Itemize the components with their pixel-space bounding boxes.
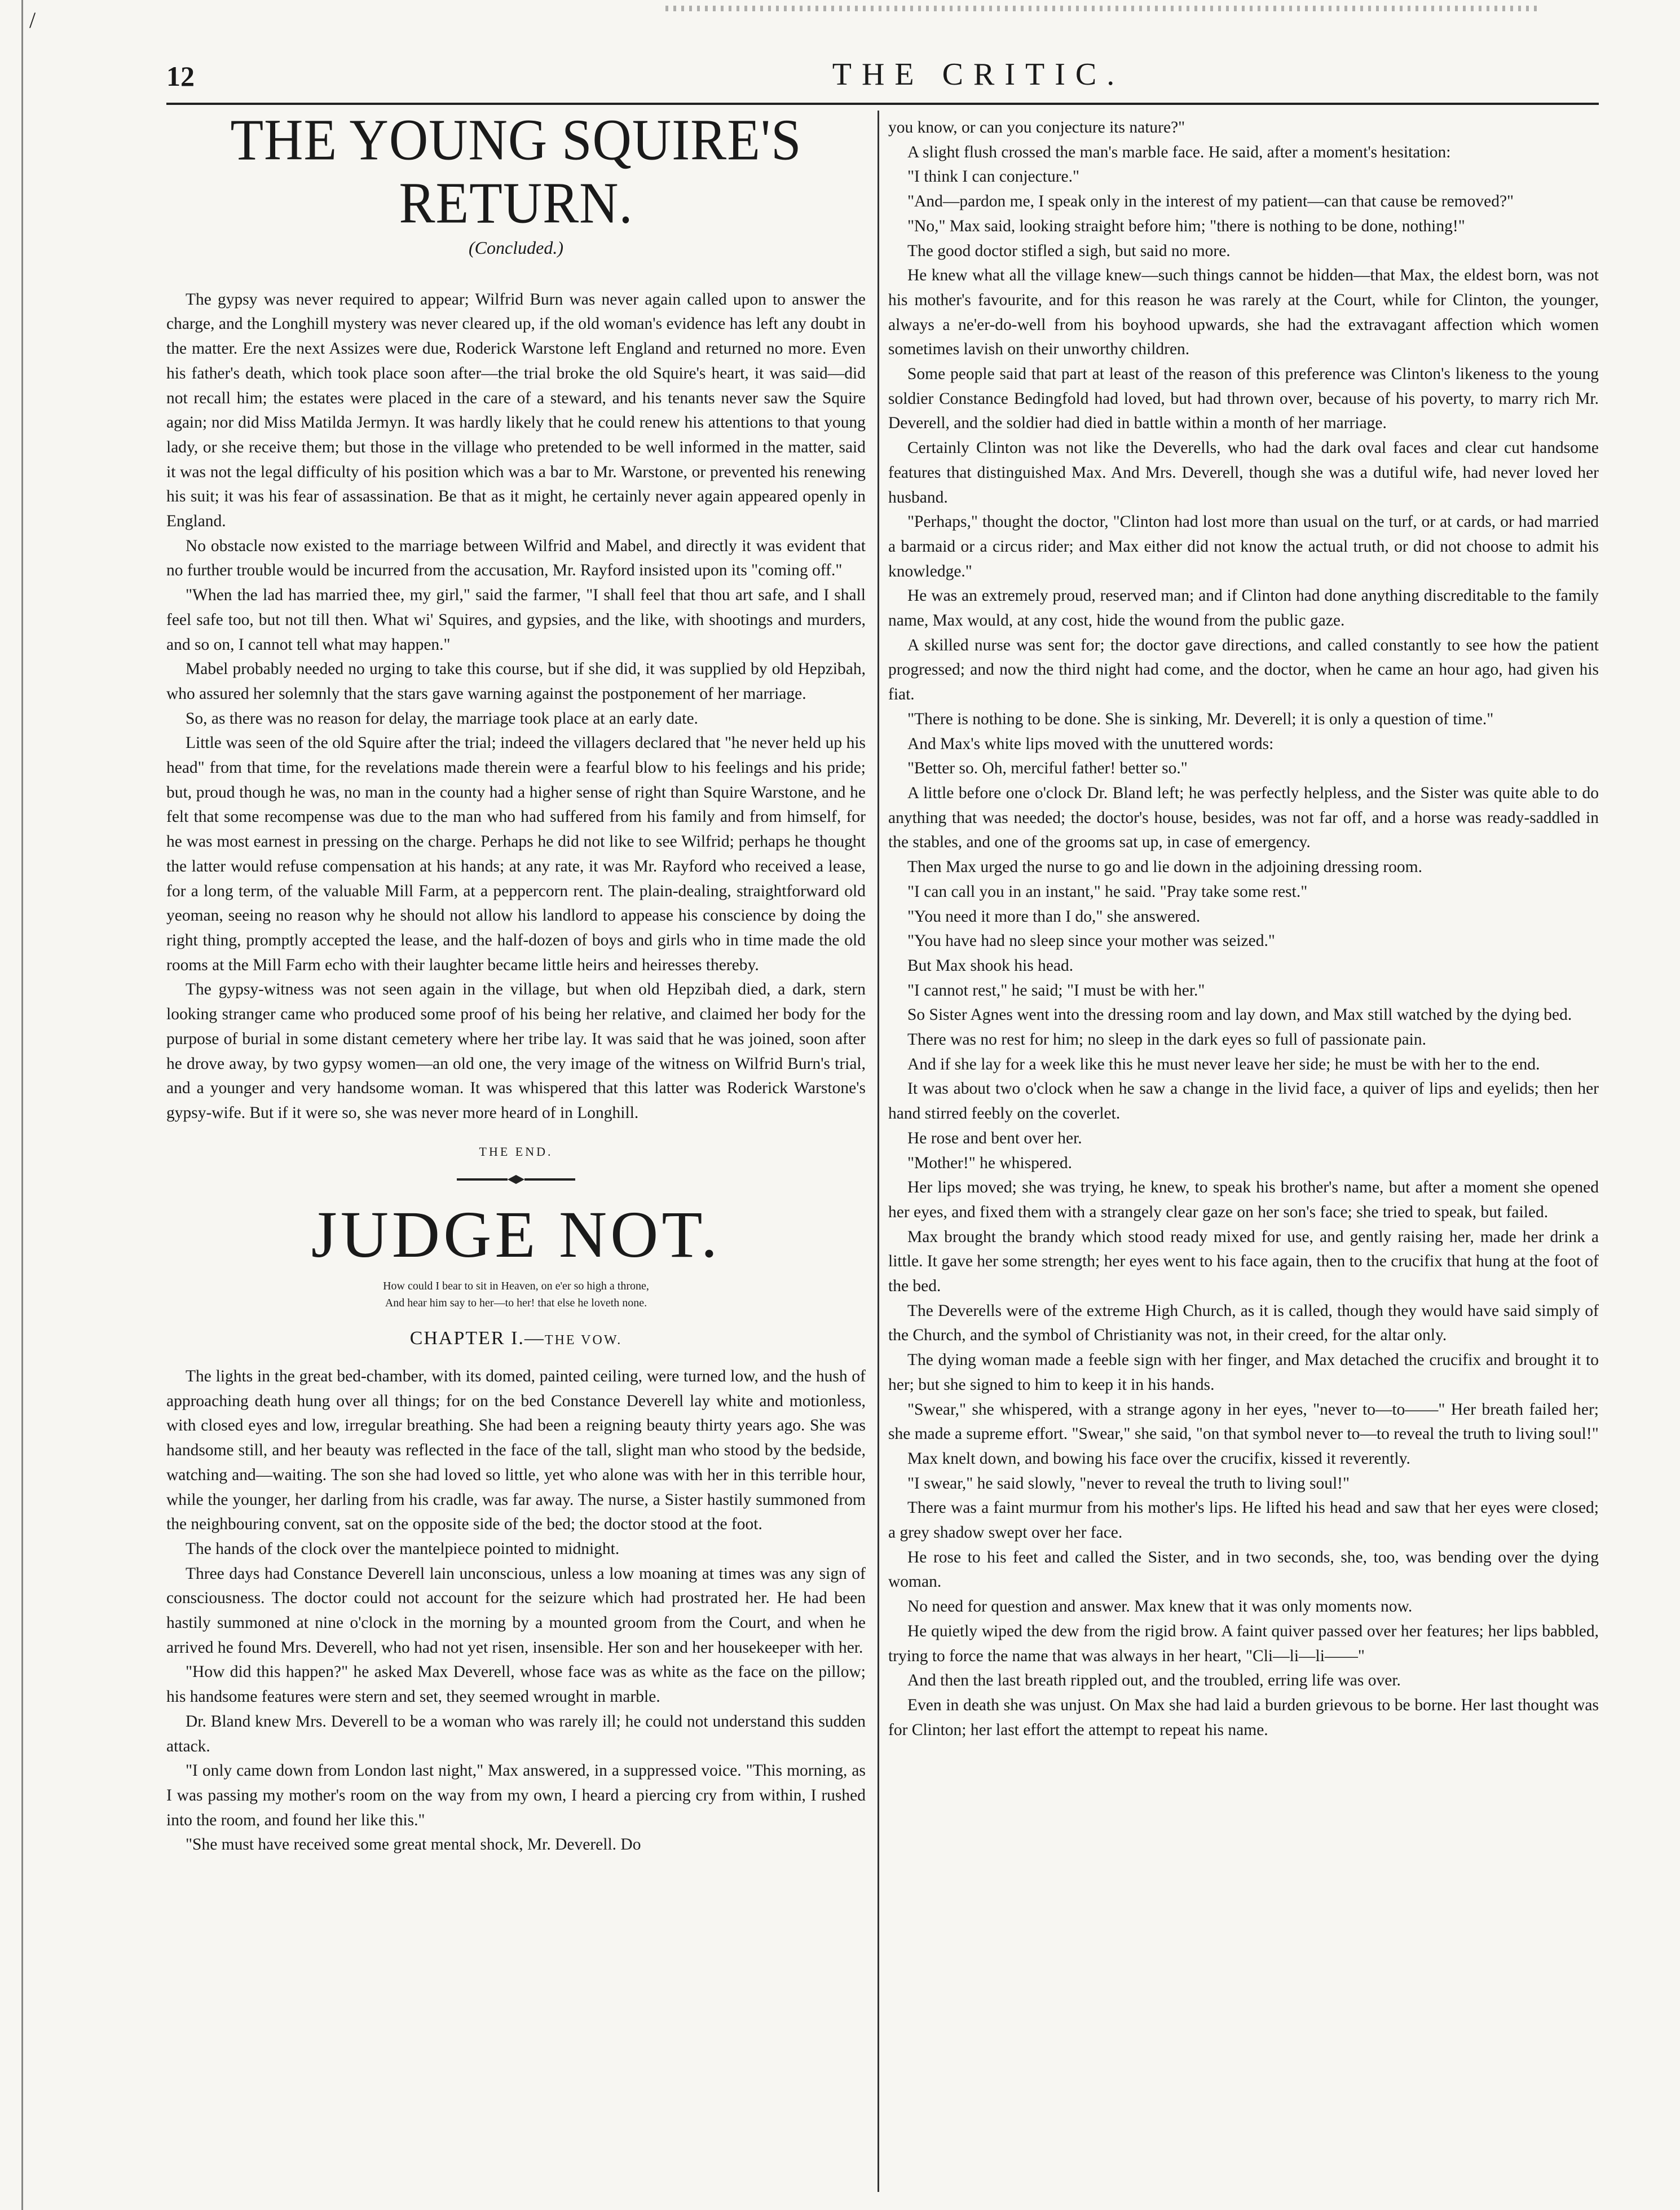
paragraph: Three days had Constance Deverell lain unconscious, unless a low moaning at times was any sign of consciousness. The doctor could not account for the seizure which had prostrated her. He had been hastily summoned at nine o'clock in the morning by a mounted groom from the Court, and when he arrived he found Mrs. Deverell, who had not yet risen, insensible. Her son and her housekeeper with her.: [166, 1564, 866, 1657]
story1-body: [166, 288, 866, 1126]
epigraph-line: How could I bear to sit in Heaven, on e'er so high a throne,: [383, 1280, 649, 1293]
paragraph: The hands of the clock over the mantelpiece pointed to midnight.: [186, 1539, 620, 1558]
paragraph: He was an extremely proud, reserved man; and if Clinton had done anything discreditable to the family name, Max would, at any cost, hide the wound from the public gaze.: [888, 587, 1599, 630]
chapter-heading: [166, 1326, 866, 1353]
left-column: [166, 107, 866, 1857]
paragraph: "I think I can conjecture.": [907, 168, 1080, 186]
paragraph: A skilled nurse was sent for; the doctor gave directions, and called constantly to see how the patient progressed; and now the third night had come, and the doctor, when he came an hour ago, had given his fiat.: [888, 636, 1599, 704]
paragraph: It was about two o'clock when he saw a change in the livid face, a quiver of lips and eyelids; then her hand stirred feebly on the coverlet.: [888, 1080, 1599, 1123]
paragraph: But Max shook his head.: [907, 956, 1074, 975]
paragraph: A slight flush crossed the man's marble face. He said, after a moment's hesitation:: [907, 143, 1451, 161]
paragraph: "You have had no sleep since your mother was seized.": [907, 932, 1275, 950]
paragraph: He rose and bent over her.: [907, 1129, 1082, 1147]
paragraph: And if she lay for a week like this he must never leave her side; he must be with her to the end.: [907, 1055, 1540, 1073]
paragraph: So Sister Agnes went into the dressing room and lay down, and Max still watched by the dying bed.: [907, 1006, 1572, 1024]
paragraph: The lights in the great bed-chamber, with its domed, painted ceiling, were turned low, and the hush of approaching death hung over all things; for on the bed Constance Deverell lay white and motionless, with closed eyes and low, irregular breathing. She had been a reigning beauty thirty years ago. She was handsome still, and her beauty was reflected in the face of the tall, slight man who stood by the bedside, watching and—waiting. The son she had loved so little, yet who alone was with her in this terrible hour, while the younger, her darling from his cradle, was far away. The nurse, a Sister hastily summoned from the neighbouring convent, sat on the opposite side of the bed; the doctor stood at the foot.: [166, 1367, 866, 1534]
scan-noise: [665, 6, 1540, 11]
chapter-number: CHAPTER I.—: [409, 1328, 545, 1349]
paragraph: The good doctor stifled a sigh, but said no more.: [907, 241, 1231, 260]
paragraph: "I swear," he said slowly, "never to reveal the truth to living soul!": [907, 1474, 1350, 1493]
paragraph: Dr. Bland knew Mrs. Deverell to be a woman who was rarely ill; he could not understand this sudden attack.: [166, 1712, 866, 1755]
paragraph: So, as there was no reason for delay, the marriage took place at an early date.: [186, 709, 698, 728]
chapter-subtitle: THE VOW.: [544, 1333, 623, 1348]
paragraph: No need for question and answer. Max knew that it was only moments now.: [907, 1597, 1413, 1616]
story-subtitle: (Concluded.): [469, 237, 563, 258]
paragraph: The gypsy-witness was not seen again in the village, but when old Hepzibah died, a dark, stern looking stranger came who produced some proof of his being her relative, and claimed her body for the purpose of burial in some distant cemetery where her tribe lay. It was said that he was joined, soon after he drove away, by two gypsy women—an old one, the very image of the witness on Wilfrid Burn's trial, and a younger and very handsome woman. It was whispered that this latter was Roderick Warstone's gypsy-wife. But if it were so, she was never more heard of in Longhill.: [166, 980, 866, 1122]
paragraph: A little before one o'clock Dr. Bland left; he was perfectly helpless, and the Sister was quite able to do anything that was needed; the doctor's house, besides, was not far off, and a horse was ready-saddled in the stables, and one of the grooms sat up, in case of emergency.: [888, 783, 1599, 852]
paragraph: Mabel probably needed no urging to take this course, but if she did, it was supplied by old Hepzibah, who assured her solemnly that the stars gave warning against the postponement of her marriage.: [166, 660, 866, 703]
paragraph: Certainly Clinton was not like the Deverells, who had the dark oval faces and clear cut handsome features that distinguished Max. And Mrs. Deverell, though she was a dutiful wife, had never loved her husband.: [888, 439, 1599, 507]
paragraph: "And—pardon me, I speak only in the interest of my patient—can that cause be removed?": [907, 192, 1514, 211]
paragraph: "She must have received some great mental shock, Mr. Deverell. Do: [186, 1835, 641, 1854]
paragraph: No obstacle now existed to the marriage between Wilfrid and Mabel, and directly it was evident that no further trouble would be incurred from the accusation, Mr. Rayford insisted upon its "coming off.": [166, 536, 866, 580]
paragraph: "Mother!" he whispered.: [907, 1154, 1072, 1172]
paragraph: "Swear," she whispered, with a strange agony in her eyes, "never to—to——" Her breath failed her; she made a supreme effort. "Swear," she said, "on that symbol never to—to reveal the truth to living soul!": [888, 1400, 1599, 1443]
paragraph: you know, or can you conjecture its nature?": [888, 118, 1185, 137]
paragraph: The gypsy was never required to appear; Wilfrid Burn was never again called upon to answer the charge, and the Longhill mystery was never cleared up, if the old woman's evidence has left any doubt in the matter. Ere the next Assizes were due, Roderick Warstone left England and returned no more. Even his father's death, which took place soon after—the trial broke the old Squire's heart, it was said—did not recall him; the estates were placed in the care of a steward, and his tenants never saw the Squire again; nor did Miss Matilda Jermyn. It was hardly likely that he could renew his attentions to that young lady, or she receive them; but those in the village who pretended to be well informed in the matter, said it was not the legal difficulty of his position which was a bar to Mr. Warstone, or prevented his renewing his suit; it was his fear of assassination. Be that as it might, he certainly never again appeared openly in England.: [166, 290, 866, 531]
paragraph: "I can call you in an instant," he said. "Pray take some rest.": [907, 882, 1308, 901]
column-rule: [878, 111, 879, 2192]
paragraph: And then the last breath rippled out, and the troubled, erring life was over.: [907, 1671, 1401, 1690]
paragraph: Max knelt down, and bowing his face over the crucifix, kissed it reverently.: [907, 1449, 1410, 1468]
paragraph: "I only came down from London last night," Max answered, in a suppressed voice. "This morning, as I was passing my mother's room on the way from my own, I heard a piercing cry from within, I rushed into the room, and found her like this.": [166, 1762, 866, 1829]
paragraph: Even in death she was unjust. On Max she had laid a burden grievous to be borne. Her last thought was for Clinton; her last effort the attempt to repeat his name.: [888, 1696, 1599, 1739]
paragraph: He quietly wiped the dew from the rigid brow. A faint quiver passed over her features; her lips babbled, trying to force the name that was always in her heart, "Cli—li—li——": [888, 1622, 1599, 1665]
story-title-squire: THE YOUNG SQUIRE'S RETURN.: [230, 107, 802, 236]
running-title: THE CRITIC.: [832, 57, 1125, 92]
page-edge-rule: [21, 0, 23, 2210]
paragraph: Her lips moved; she was trying, he knew, to speak his brother's name, but after a moment she opened her eyes, and fixed them with a strangely clear gaze on her son's face; she tried to speak, but failed.: [888, 1178, 1599, 1221]
paragraph: Some people said that part at least of the reason of this preference was Clinton's likeness to the young soldier Constance Bedingfold had loved, but had thrown over, because of his poverty, to marry rich Mr. Deverell, and the soldier had died in battle within a month of her marriage.: [888, 365, 1599, 433]
paragraph: "You need it more than I do," she answered.: [907, 907, 1201, 926]
paragraph: There was no rest for him; no sleep in the dark eyes so full of passionate pain.: [907, 1031, 1426, 1049]
paragraph: "Perhaps," thought the doctor, "Clinton had lost more than usual on the turf, or at cards, or had married a barmaid or a circus rider; and Max either did not know the actual truth, or did not choose to admit his knowledge.": [888, 513, 1599, 580]
header-rule: [166, 103, 1599, 105]
paragraph: "Better so. Oh, merciful father! better so.": [907, 759, 1188, 778]
page-header: [166, 56, 1599, 96]
paragraph: "How did this happen?" he asked Max Deverell, whose face was as white as the face on the pillow; his handsome features were stern and set, they seemed wrought in marble.: [166, 1663, 866, 1706]
story2-body-left: [166, 1364, 866, 1857]
the-end-label: THE END.: [479, 1144, 553, 1159]
page-number: 12: [166, 60, 195, 92]
paragraph: Little was seen of the old Squire after the trial; indeed the villagers declared that "he never held up his head" from that time, for the revelations made therein were a fearful blow to his feelings and his pride; but, proud though he was, no man in the county had a higher sense of right than Squire Warstone, and he felt that some recompense was due to the man who had suffered from his family and from himself, for he was most earnest in pressing on the charge. Perhaps he did not like to see Wilfrid; perhaps he thought the latter would refuse compensation at his hands; at any rate, it was Mr. Rayford who received a lease, for a long term, of the valuable Mill Farm, at a peppercorn rent. The plain-dealing, straightforward old yeoman, seeing no reason why he should not allow his landlord to appease his conscience by doing the right thing, promptly accepted the lease, and the half-dozen of boys and girls who in time made the old rooms at the Mill Farm echo with their laughter became little heirs and heiresses thereby.: [166, 734, 866, 974]
story-title-judge-not: JUDGE NOT.: [311, 1198, 721, 1272]
paragraph: He knew what all the village knew—such things cannot be hidden—that Max, the eldest born, was not his mother's favourite, and for this reason he was rarely at the Court, while for Clinton, the younger, always a ne'er-do-well from his boyhood upwards, she had the extravagant affection which women sometimes lavish on their unworthy children.: [888, 266, 1599, 359]
paragraph: The dying woman made a feeble sign with her finger, and Max detached the crucifix and brought it to her; but she signed to him to keep it in his hands.: [888, 1351, 1599, 1394]
paragraph: Then Max urged the nurse to go and lie down in the adjoining dressing room.: [907, 858, 1422, 877]
paragraph: "There is nothing to be done. She is sinking, Mr. Deverell; it is only a question of time.": [907, 710, 1494, 728]
paragraph: There was a faint murmur from his mother's lips. He lifted his head and saw that her eyes were closed; a grey shadow swept over her face.: [888, 1499, 1599, 1542]
epigraph-line: And hear him say to her—to her! that else he loveth none.: [385, 1297, 647, 1310]
paragraph: "When the lad has married thee, my girl," said the farmer, "I shall feel that thou art safe, and I shall feel safe too, but not till then. What wi' Squires, and gypsies, and the like, with shootings and murders, and so on, I cannot tell what may happen.": [166, 586, 866, 654]
epigraph: [166, 1278, 866, 1311]
paragraph: And Max's white lips moved with the unuttered words:: [907, 734, 1274, 753]
paragraph: Max brought the brandy which stood ready mixed for use, and gently raising her, made her drink a little. It gave her some strength; her eyes went to his face again, then to the crucifix that hung at the foot of the bed.: [888, 1227, 1599, 1296]
paragraph: The Deverells were of the extreme High Church, as it is called, though they would have said simply of the Church, and the symbol of Christianity was not, in their creed, for the altar only.: [888, 1301, 1599, 1345]
paragraph: He rose to his feet and called the Sister, and in two seconds, she, too, was bending over the dying woman.: [888, 1548, 1599, 1591]
paragraph: "I cannot rest," he said; "I must be with her.": [907, 981, 1205, 1000]
paragraph: "No," Max said, looking straight before him; "there is nothing to be done, nothing!": [907, 217, 1465, 235]
margin-mark: /: [29, 7, 36, 33]
ornament-divider: [451, 1173, 581, 1186]
right-column: [888, 116, 1599, 1742]
